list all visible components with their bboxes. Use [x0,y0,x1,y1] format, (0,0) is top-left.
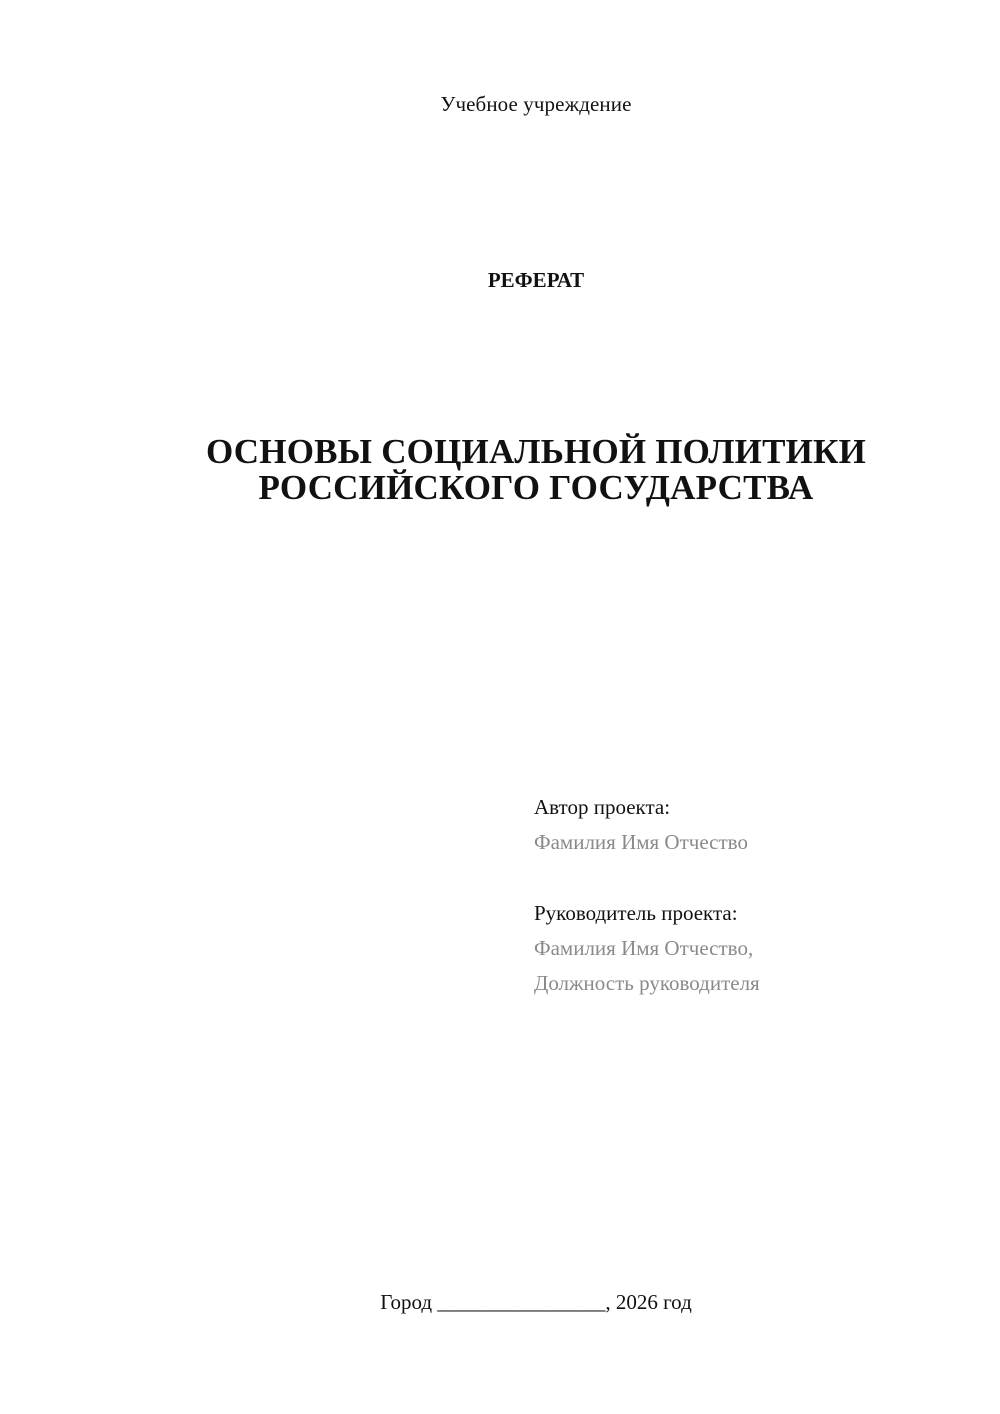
info-spacer [534,860,760,896]
author-name: Фамилия Имя Отчество [534,830,748,854]
supervisor-name: Фамилия Имя Отчество, [534,936,754,960]
city-year-line: Город ________________, 2026 год [380,1290,692,1314]
supervisor-position: Должность руководителя [534,971,760,995]
institution-name: Учебное учреждение [440,92,632,116]
author-label: Автор проекта: [534,795,671,819]
document-title [36,434,1000,506]
document-title-line-1: ОСНОВЫ СОЦИАЛЬНОЙ ПОЛИТИКИ [205,432,867,471]
document-type: РЕФЕРАТ [487,268,585,292]
document-title-line-2: РОССИЙСКОГО ГОСУДАРСТВА [258,468,814,507]
supervisor-label: Руководитель проекта: [534,901,738,925]
project-info-block [534,790,760,1001]
